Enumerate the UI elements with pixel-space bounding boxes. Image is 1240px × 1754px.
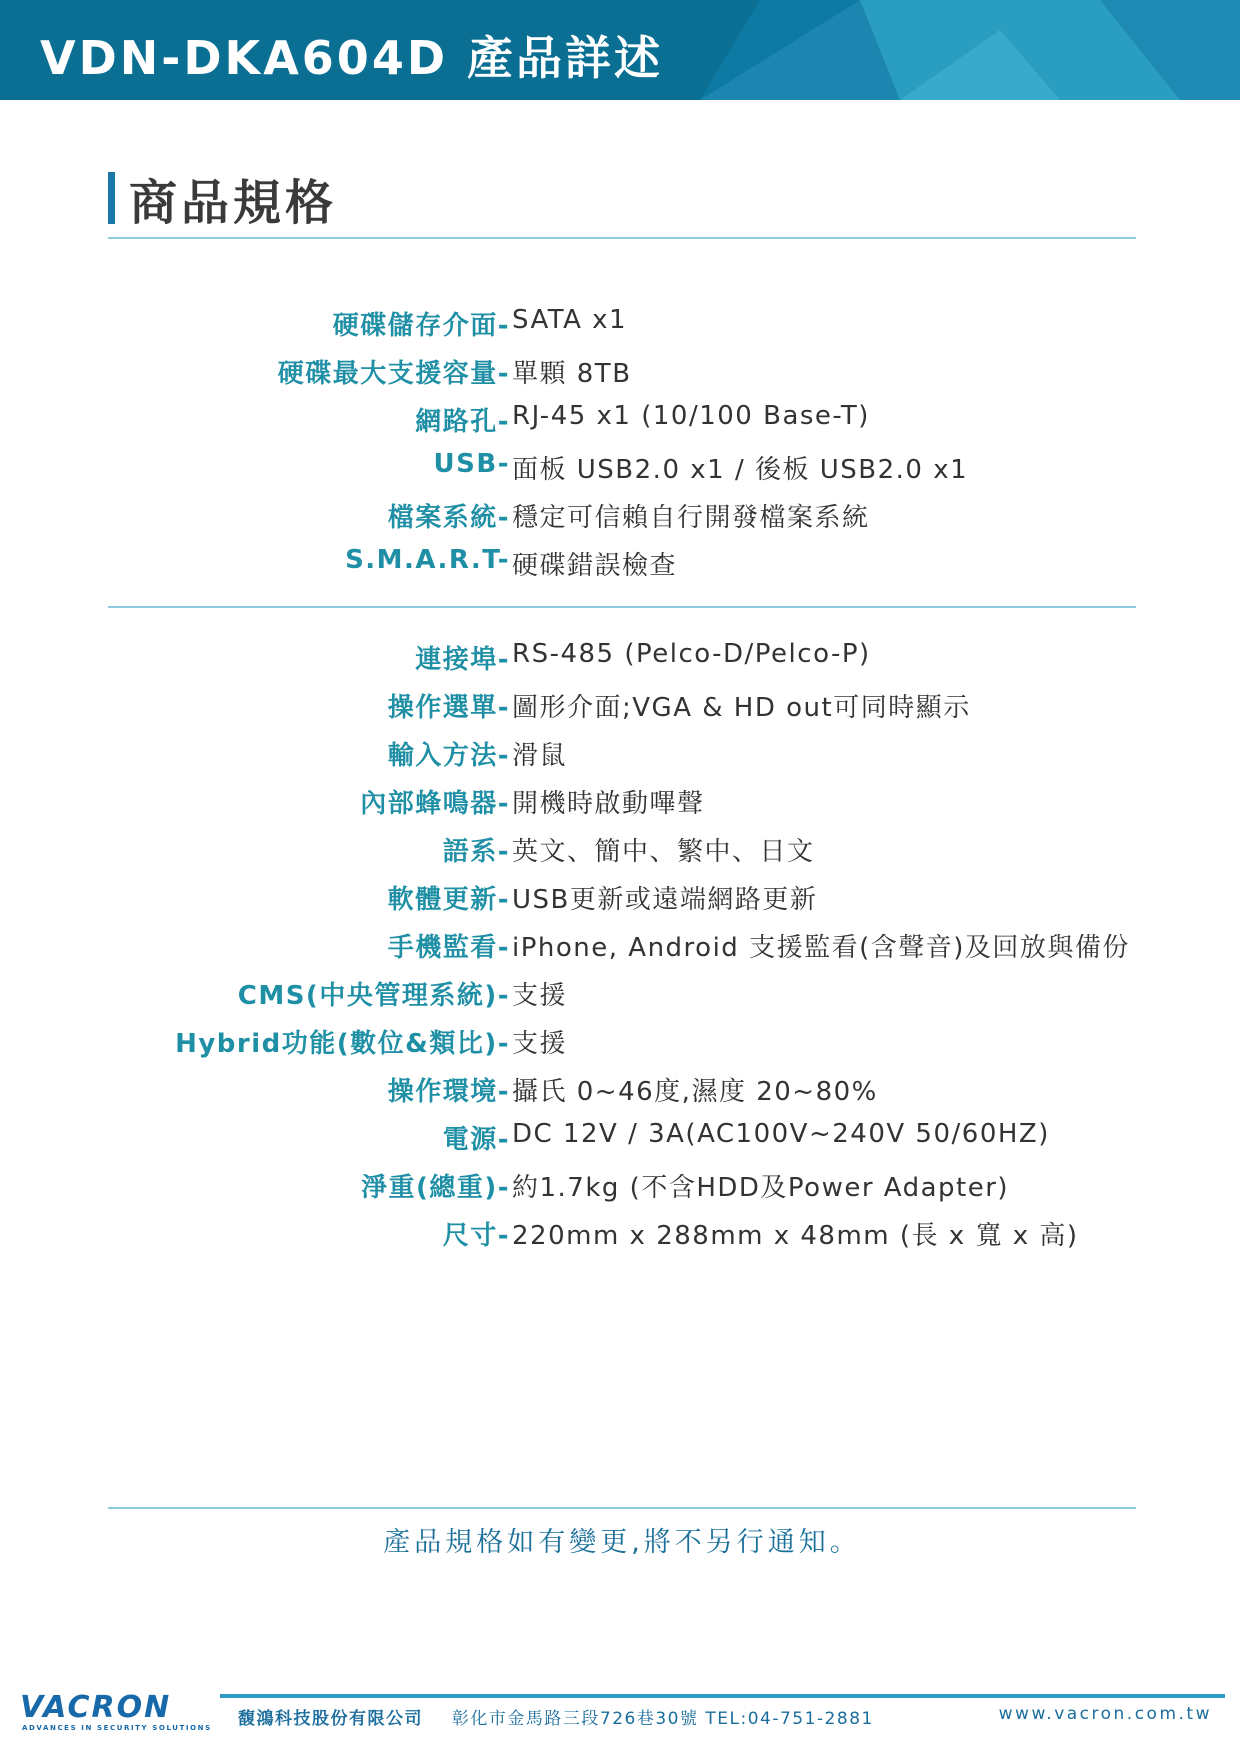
spec-row: [0, 639, 1240, 679]
spec-label: 網路孔-: [415, 407, 510, 437]
vacron-logo: [20, 1690, 210, 1730]
page-title: VDN-DKA604D 產品詳述: [40, 31, 664, 85]
header-banner: [0, 0, 1240, 100]
spec-row: [0, 305, 1240, 345]
spec-value: 約1.7kg (不含HDD及Power Adapter): [512, 1173, 1010, 1203]
spec-row: [0, 687, 1240, 727]
spec-label: 淨重(總重)-: [360, 1173, 510, 1203]
spec-label: 檔案系統-: [387, 503, 510, 533]
spec-label: 硬碟最大支援容量-: [277, 359, 510, 389]
spec-row: [0, 1167, 1240, 1207]
spec-value: 220mm x 288mm x 48mm (長 x 寬 x 高): [512, 1221, 1079, 1251]
spec-label: Hybrid功能(數位&類比)-: [175, 1029, 510, 1059]
spec-label: 輸入方法-: [387, 741, 510, 771]
spec-value: SATA x1: [512, 305, 628, 335]
spec-value: iPhone, Android 支援監看(含聲音)及回放與備份: [512, 933, 1130, 963]
spec-row: [0, 927, 1240, 967]
section-divider: [108, 237, 1136, 239]
spec-label: CMS(中央管理系統)-: [237, 981, 510, 1011]
spec-row: [0, 353, 1240, 393]
spec-label: 硬碟儲存介面-: [332, 311, 510, 341]
spec-label: 手機監看-: [387, 933, 510, 963]
spec-row: [0, 735, 1240, 775]
spec-label: S.M.A.R.T-: [345, 545, 510, 575]
section-heading: [108, 170, 338, 231]
notice-divider: [108, 1507, 1136, 1509]
spec-value: 攝氏 0~46度,濕度 20~80%: [512, 1077, 878, 1107]
spec-value: 英文、簡中、繁中、日文: [512, 837, 815, 867]
spec-row: [0, 401, 1240, 441]
website-link[interactable]: www.vacron.com.tw: [998, 1704, 1212, 1724]
spec-value: 滑鼠: [512, 741, 568, 771]
spec-label: 內部蜂鳴器-: [360, 789, 510, 819]
spec-row: [0, 545, 1240, 585]
spec-label: 操作選單-: [387, 693, 510, 723]
logo-tagline: ADVANCES IN SECURITY SOLUTIONS: [22, 1724, 212, 1732]
section-accent-bar: [108, 172, 115, 224]
spec-value: 面板 USB2.0 x1 / 後板 USB2.0 x1: [512, 455, 969, 485]
spec-row: [0, 497, 1240, 537]
spec-row: [0, 449, 1240, 489]
company-address: 彰化市金馬路三段726巷30號 TEL:04-751-2881: [451, 1709, 874, 1729]
spec-value: 支援: [512, 981, 568, 1011]
spec-value: 硬碟錯誤檢查: [512, 551, 678, 581]
spec-label: 尺寸-: [442, 1221, 510, 1251]
spec-row: [0, 783, 1240, 823]
spec-value: RS-485 (Pelco-D/Pelco-P): [512, 639, 871, 669]
section-title: 商品規格: [129, 174, 338, 231]
spec-value: 圖形介面;VGA & HD out可同時顯示: [512, 693, 971, 723]
spec-label: 語系-: [442, 837, 510, 867]
spec-row: [0, 975, 1240, 1015]
spec-value: 穩定可信賴自行開發檔案系統: [512, 503, 870, 533]
company-name: 馥鴻科技股份有限公司: [238, 1709, 423, 1729]
spec-value: USB更新或遠端網路更新: [512, 885, 818, 915]
spec-label: USB-: [433, 449, 510, 479]
spec-label: 連接埠-: [415, 645, 510, 675]
spec-value: 支援: [512, 1029, 568, 1059]
change-notice: 產品規格如有變更,將不另行通知。: [383, 1527, 861, 1558]
spec-value: RJ-45 x1 (10/100 Base-T): [512, 401, 870, 431]
spec-value: 單顆 8TB: [512, 359, 632, 389]
spec-row: [0, 1023, 1240, 1063]
spec-row: [0, 879, 1240, 919]
group-divider: [108, 606, 1136, 608]
footer-contact: [238, 1704, 874, 1729]
spec-label: 軟體更新-: [387, 885, 510, 915]
spec-label: 操作環境-: [387, 1077, 510, 1107]
spec-value: 開機時啟動嗶聲: [512, 789, 705, 819]
spec-value: DC 12V / 3A(AC100V~240V 50/60HZ): [512, 1119, 1050, 1149]
footer-divider: [220, 1694, 1225, 1698]
spec-row: [0, 1215, 1240, 1255]
spec-row: [0, 831, 1240, 871]
spec-row: [0, 1119, 1240, 1159]
logo-wordmark: VACRON: [20, 1690, 172, 1725]
spec-label: 電源-: [442, 1125, 510, 1155]
spec-row: [0, 1071, 1240, 1111]
